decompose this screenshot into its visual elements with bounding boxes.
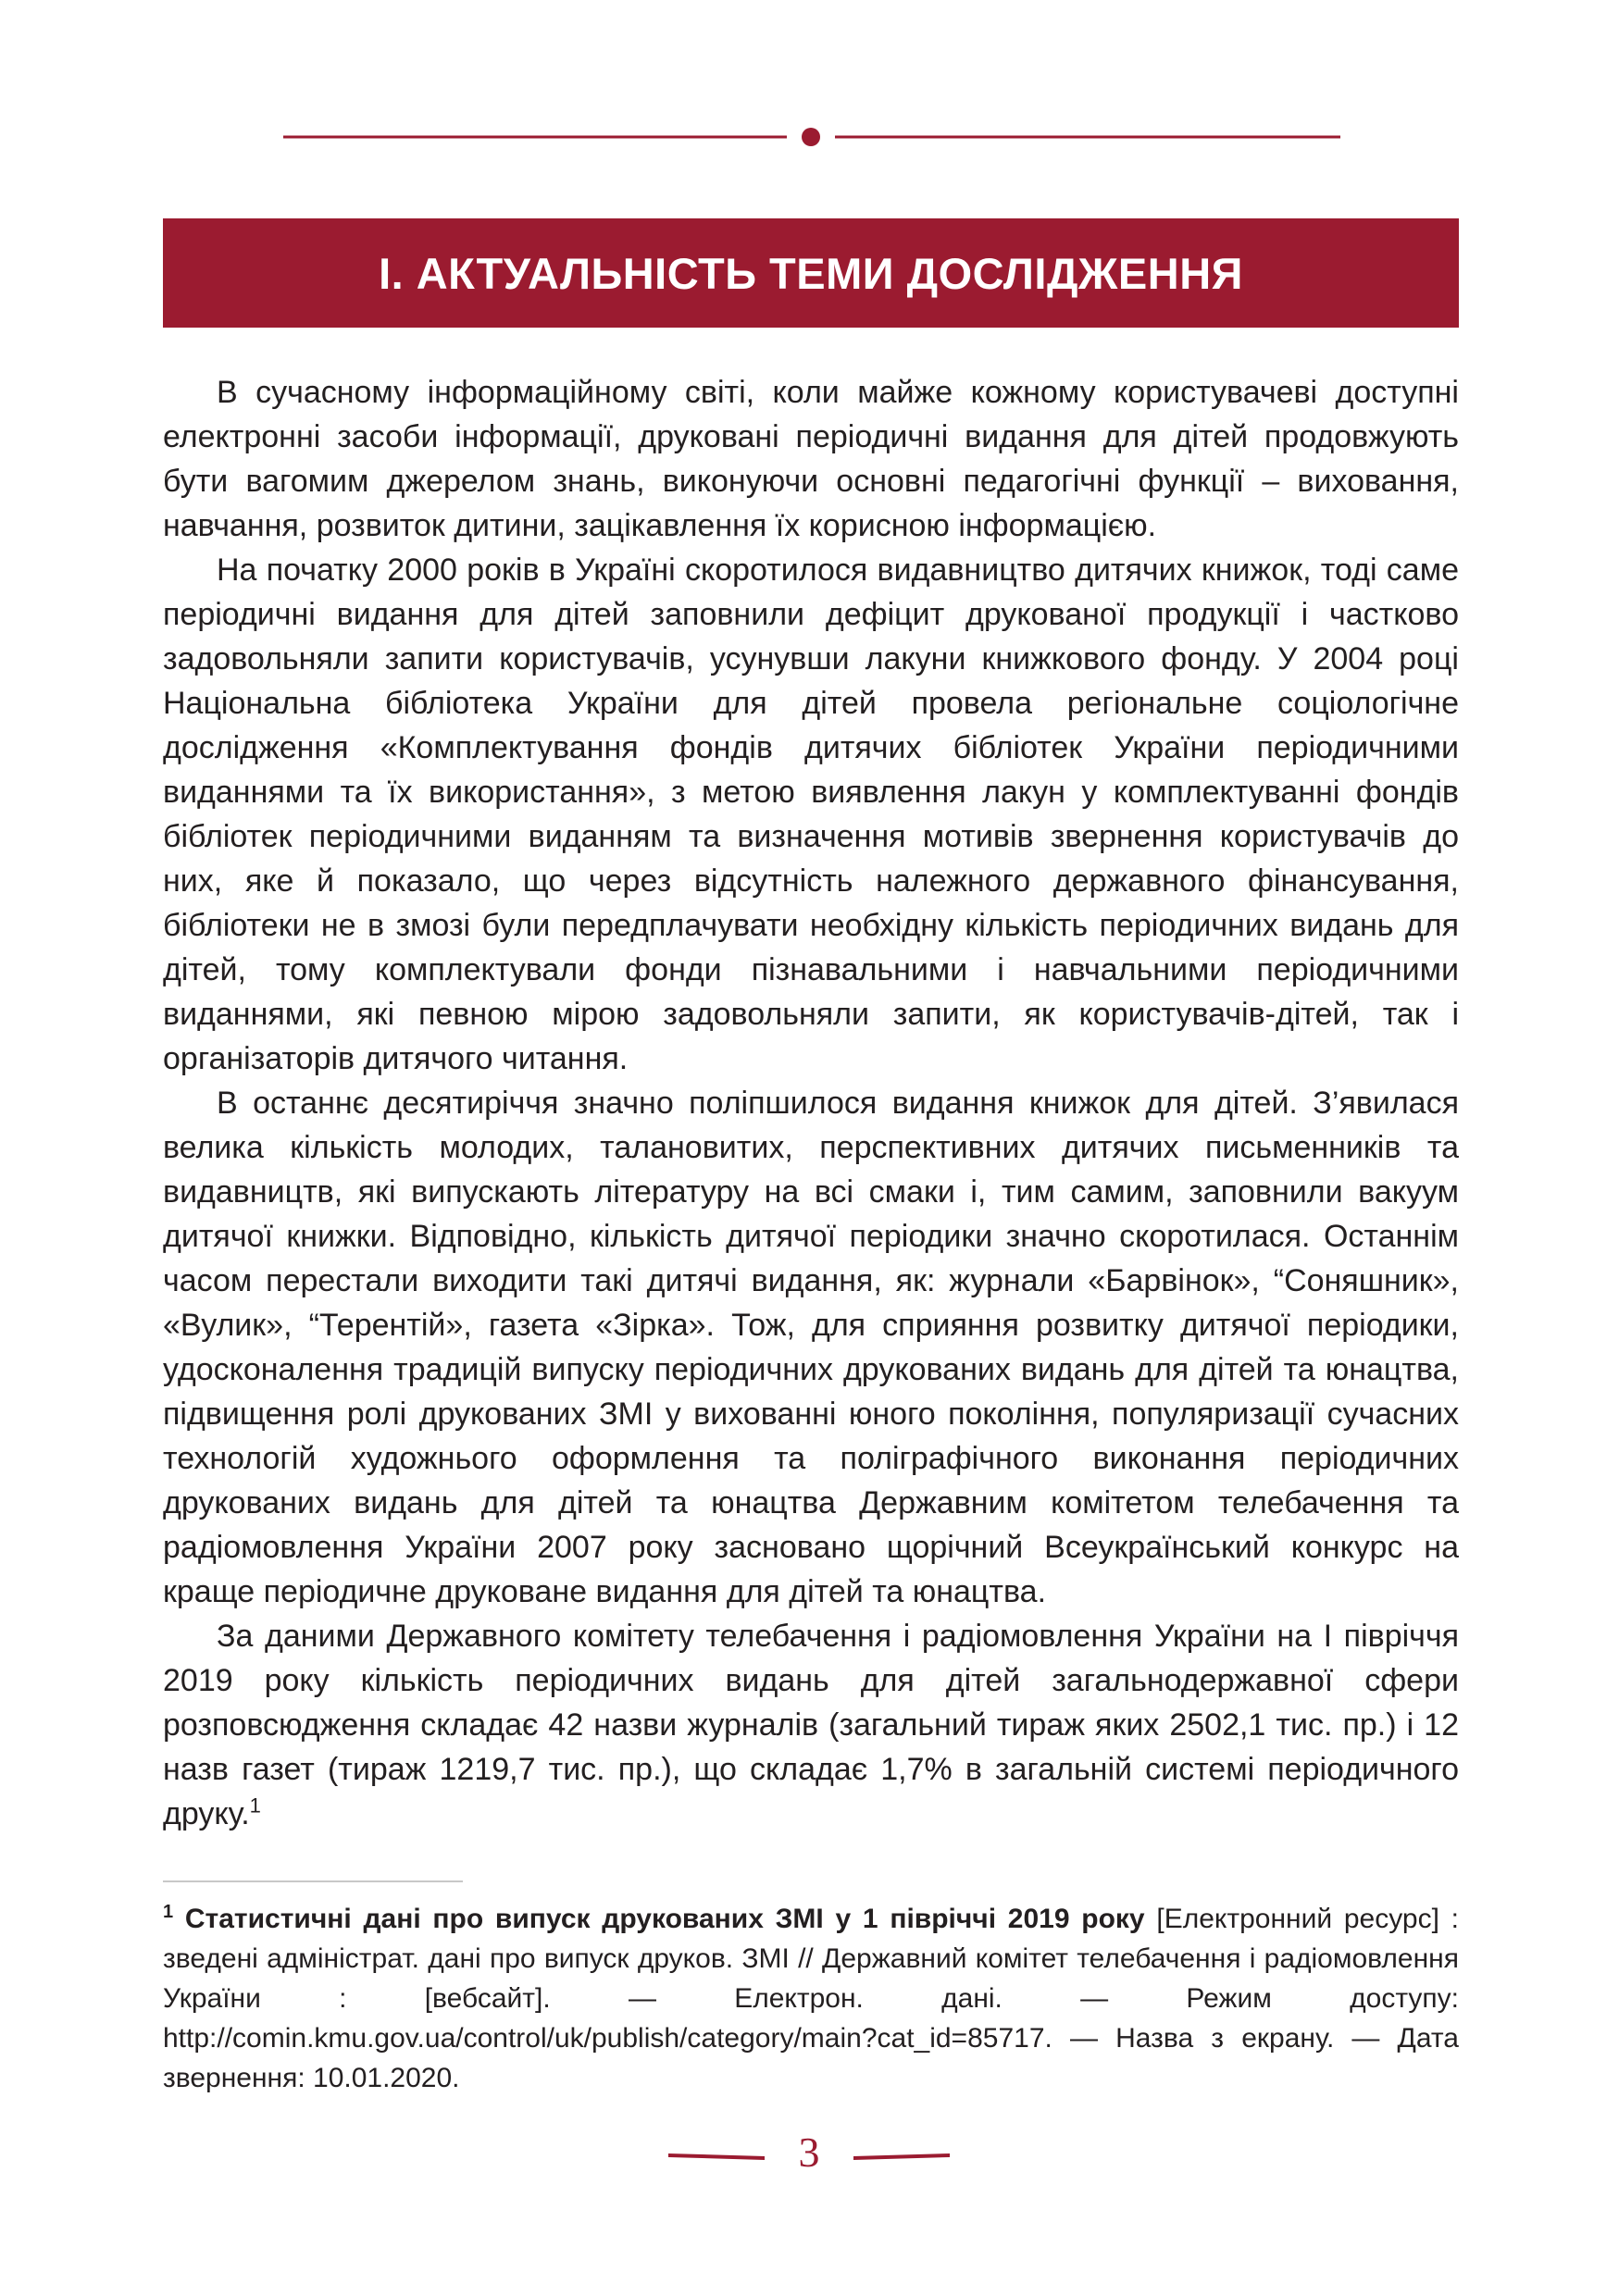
body-text [163,370,1459,1836]
footnote-reference[interactable]: 1 [249,1793,261,1818]
footnote-source-title: Статистичні дані про випуск друкованих ЗМІ у 1 півріччі 2019 року [184,1904,1145,1934]
footnote-text [163,1899,1459,2098]
footnote-source-details: [Електронний ресурс] : зведені адміністрат. дані про випуск друков. ЗМІ // Державний комітет телебачення і радіомовлення України : [вебсайт]. — Електрон. дані. — Режим доступу: http://comin.kmu.gov.ua/control/uk/publish/category/main?cat_id=85717. — Назва з екрану. — Дата звернення: 10.01.2020. [163,1904,1459,2093]
footnote-marker: 1 [163,1902,174,1922]
section-title-banner [163,218,1459,328]
top-ornament-icon [0,0,1619,185]
paragraph: На початку 2000 років в Україні скоротилося видавництво дитячих книжок, тоді саме періодичні видання для дітей заповнили дефіцит друкованої продукції і частково задовольняли запити користувачів, усунувши лакуни книжкового фонду. У 2004 році Національна бібліотека України для дітей провела регіональне соціологічне дослідження «Комплектування фондів дитячих бібліотек України періодичними виданнями та їх використання», з метою виявлення лакун у комплектуванні фондів бібліотек періодичними виданням та визначення мотивів звернення користувачів до них, яке й показало, що через відсутність належного державного фінансування, бібліотеки не в змозі були передплачувати необхідну кількість періодичних видань для дітей, тому комплектували фонди пізнавальними і навчальними періодичними виданнями, які певною мірою задовольняли запити, як користувачів-дітей, так і організаторів дитячого читання. [163,552,1459,1076]
paragraph: В останнє десятиріччя значно поліпшилося видання книжок для дітей. З’явилася велика кількість молодих, талановитих, перспективних дитячих письменників та видавництв, які випускають літературу на всі смаки і, тим самим, заповнили вакуум дитячої книжки. Відповідно, кількість дитячої періодики значно скоротилася. Останнім часом перестали виходити такі дитячі видання, як: журнали «Барвінок», “Соняшник», «Вулик», “Терентій», газета «Зірка». Тож, для сприяння розвитку дитячої періодики, удосконалення традицій випуску періодичних друкованих видань для дітей та юнацтва, підвищення ролі друкованих ЗМІ у вихованні юного покоління, популяризації сучасних технологій художнього оформлення та поліграфічного виконання періодичних друкованих видань для дітей та юнацтва Державним комітетом телебачення та радіомовлення України 2007 року засновано щорічний Всеукраїнський конкурс на краще періодичне друковане видання для дітей та юнацтва. [163,1086,1459,1609]
paragraph-with-footnote [163,1614,1459,1836]
section-title: І. АКТУАЛЬНІСТЬ ТЕМИ ДОСЛІДЖЕННЯ [379,248,1243,298]
paragraph: В сучасному інформаційному світі, коли майже кожному користувачеві доступні електронні засоби інформації, друковані періодичні видання для дітей продовжують бути вагомим джерелом знань, виконуючи основні педагогічні функції – виховання, навчання, розвиток дитини, зацікавлення їх корисною інформацією. [163,375,1459,543]
page-number: 3 [798,2128,820,2176]
paragraph-text: За даними Державного комітету телебачення і радіомовлення України на І півріччя 2019 року кількість періодичних видань для дітей загальнодержавної сфери розповсюдження складає 42 назви журналів (загальний тираж яких 2502,1 тис. пр.) і 12 назв газет (тираж 1219,7 тис. пр.), що складає 1,7% в загальній системі періодичного друку. [163,1619,1459,1831]
footnote-divider [163,1880,463,1882]
footnote [163,1899,1459,2098]
